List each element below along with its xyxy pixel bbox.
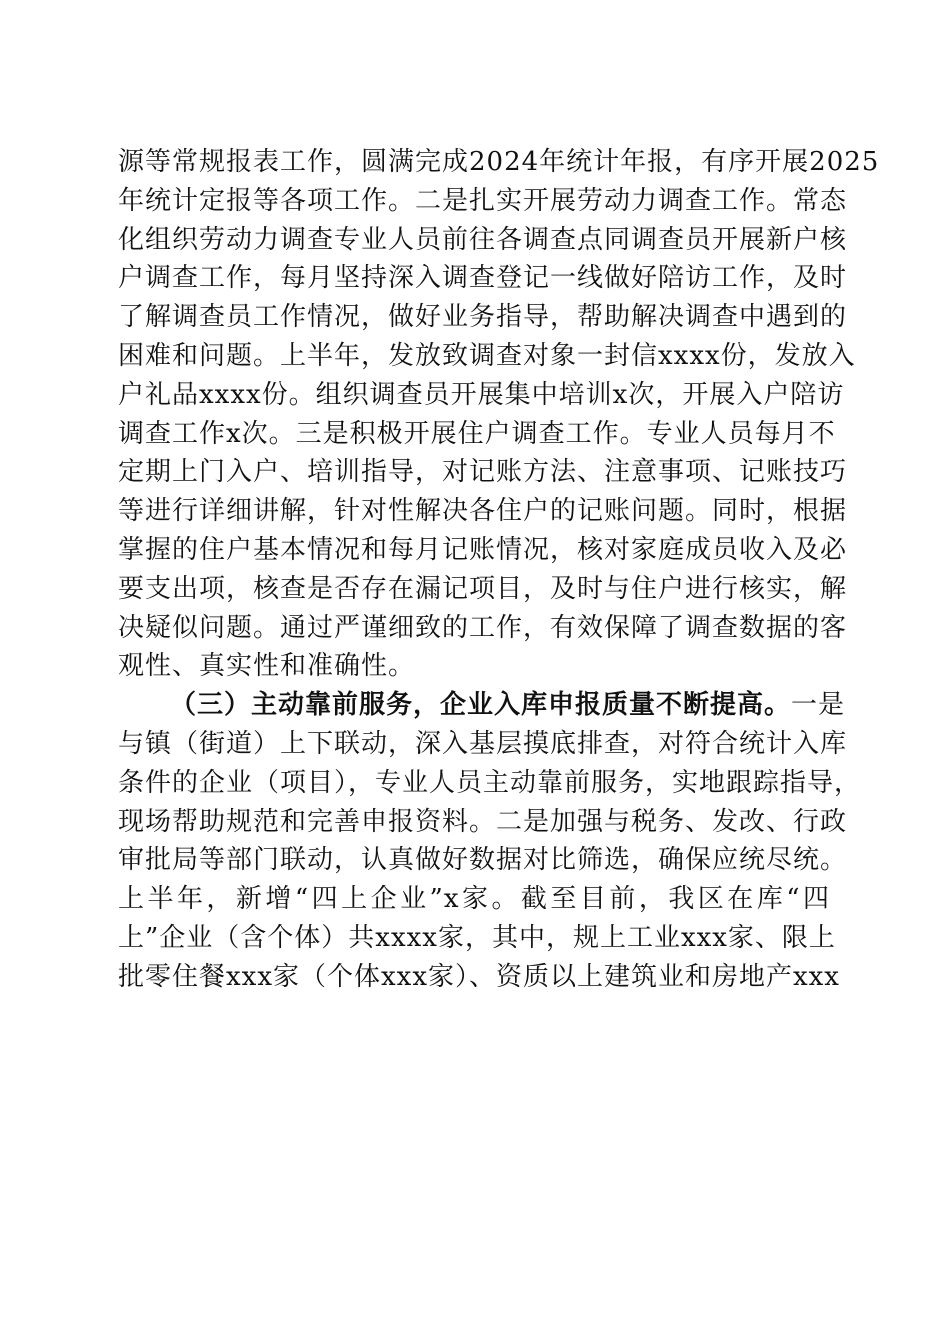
text-line: 了解调查员工作情况，做好业务指导，帮助解决调查中遇到的 [118, 302, 848, 333]
document-body [118, 143, 880, 997]
text-line: 决疑似问题。通过严谨细致的工作，有效保障了调查数据的客 [118, 612, 848, 643]
text-line: 困难和问题。上半年，发放致调查对象一封信xxxx份，发放入 [118, 340, 856, 371]
text-line: 年统计定报等各项工作。二是扎实开展劳动力调查工作。常态 [118, 185, 848, 216]
section-heading-line [118, 686, 846, 725]
text-line: 户礼品xxxx份。组织调查员开展集中培训x次，开展入户陪访 [118, 379, 845, 410]
text-line: 调查工作x次。三是积极开展住户调查工作。专业人员每月不 [118, 418, 836, 449]
text-line: 源等常规报表工作，圆满完成2024年统计年报，有序开展2025 [118, 147, 880, 177]
text-line: 与镇（街道）上下联动，深入基层摸底排查，对符合统计入库 [118, 728, 848, 759]
text-line: 上半年，新增“四上企业”x家。截至目前，我区在库“四 [118, 884, 830, 915]
text-line: 定期上门入户、培训指导，对记账方法、注意事项、记账技巧 [118, 457, 848, 488]
text-line: 审批局等部门联动，认真做好数据对比筛选，确保应统尽统。 [118, 845, 848, 876]
text-line: 化组织劳动力调查专业人员前往各调查点同调查员开展新户核 [118, 224, 848, 255]
paragraph-statistics-work [118, 143, 880, 686]
text-line: 要支出项，核查是否存在漏记项目，及时与住户进行核实，解 [118, 573, 848, 604]
text-line: 条件的企业（项目），专业人员主动靠前服务，实地跟踪指导， [118, 767, 862, 798]
section-heading: （三）主动靠前服务，企业入库申报质量不断提高。 [170, 690, 792, 721]
text-line: 掌握的住户基本情况和每月记账情况，核对家庭成员收入及必 [118, 534, 848, 565]
text-line: 观性、真实性和准确性。 [118, 651, 416, 682]
text-line: 批零住餐xxx家（个体xxx家）、资质以上建筑业和房地产xxx [118, 961, 840, 992]
paragraph-enterprise-registration [118, 686, 862, 996]
text-line: 户调查工作，每月坚持深入调查登记一线做好陪访工作，及时 [118, 263, 848, 294]
heading-line-rest: 一是 [791, 690, 846, 721]
text-line: 上”企业（含个体）共xxxx家，其中，规上工业xxx家、限上 [118, 922, 836, 953]
text-line: 现场帮助规范和完善申报资料。二是加强与税务、发改、行政 [118, 806, 848, 837]
text-line: 等进行详细讲解，针对性解决各住户的记账问题。同时，根据 [118, 496, 848, 527]
